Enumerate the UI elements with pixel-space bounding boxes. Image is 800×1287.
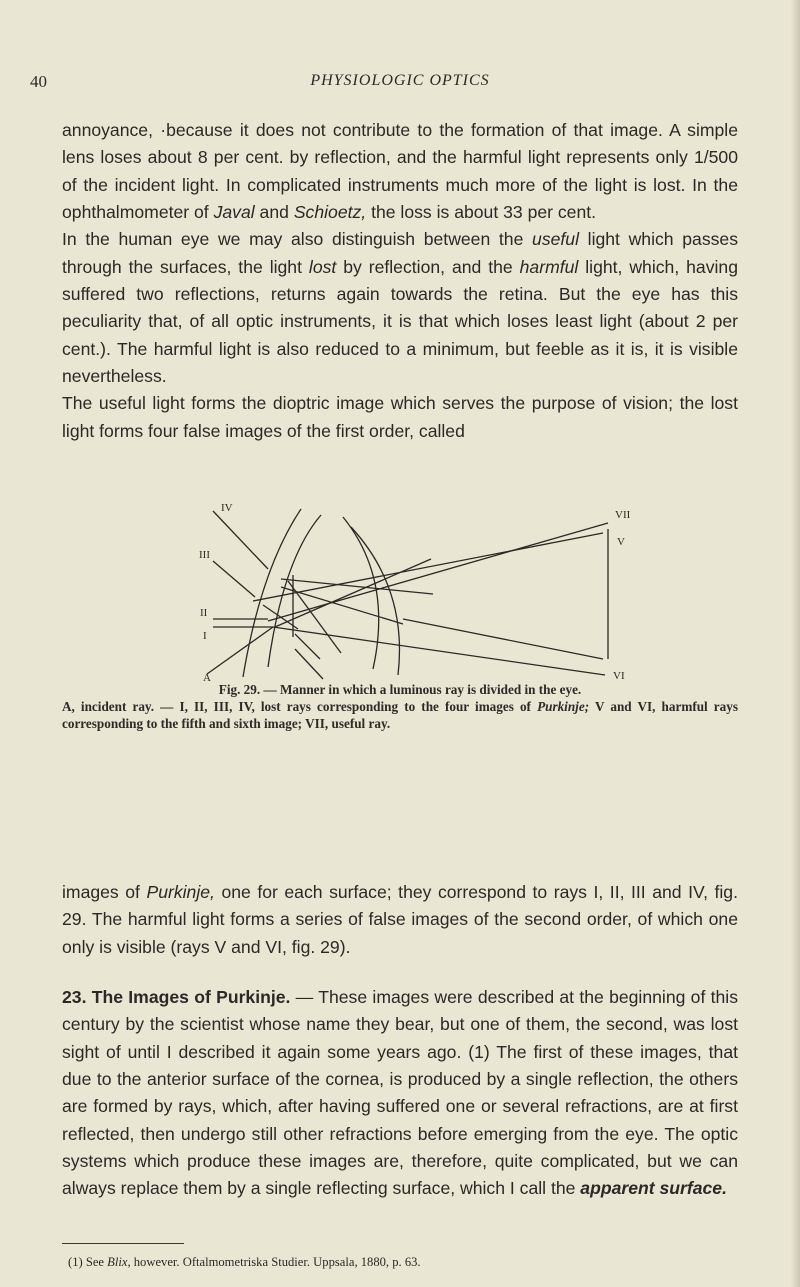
text-run: In the human eye we may also distinguish between the [62,229,533,250]
text-run: — These images were described at the beginning of this century by the scientist whose name they bear, but one of them, the second, was lost sight of until I described it again some years ago. (1) The first of these images, that due to the anterior surface of the cornea, is produced by a single reflection, the others are formed by rays, which, after having suffered one or several refractions, are at first reflected, then undergo still other refractions before emerging from the eye. The optic systems which produce these images are, therefore, quite complicated, but we can always replace them by a single reflecting surface, which I call the [62,987,738,1199]
ray-9 [403,619,603,659]
running-head: PHYSIOLOGIC OPTICS [310,72,490,89]
text-run: one for each surface; they correspond to rays I, II, III and IV, fig. 29. The harmful light forms a series of false images of the second order, of which one only is visible (rays V and VI, fig. 29). [62,882,738,957]
caption-title: Fig. 29. — Manner in which a luminous ray is divided in the eye. [218,682,582,697]
ray-3 [273,627,605,675]
paragraph [62,117,738,226]
section-paragraph [62,984,738,1203]
surface-curve [351,527,399,675]
text-run: Purkinje, [146,882,215,902]
ray-diagram [193,499,653,681]
page-edge [790,0,800,1287]
text-run: apparent surface. [580,1178,727,1199]
text-run: however. Oftalmometriska Studier. Uppsala, 1880, p. 63. [130,1255,421,1269]
text-run: light, which, having suffered two reflections, returns again towards the retina. But the eye has this peculiarity that, of all optic instruments, it is that which loses least light (about 2 per cent.). The harmful light is also reduced to a minimum, but feeble as it is, it is visible nevertheless. [62,256,738,387]
ray-IV [213,511,268,569]
text-run: lost [308,256,337,277]
text-run: (1) See [68,1255,108,1269]
text-run: Purkinje; [537,699,590,714]
label-VII: VII [615,509,631,521]
text-run: and [254,202,294,223]
paragraph [62,226,738,390]
ray-III [213,561,255,597]
figure-caption [62,681,738,732]
surface-curve [343,517,379,669]
footnote-rule [62,1243,184,1244]
text-run: annoyance, ·because it does not contribute to the formation of that image. A simple lens loses about 8 per cent. by reflection, and the harmful light represents only 1/500 of the incident light. In complicated instruments much more of the light is lost. In the ophthalmometer of [62,120,738,223]
ray-6 [288,581,341,653]
caption-legend [62,698,738,732]
footnote [68,1254,738,1270]
text-run: Javal [213,202,255,223]
body-text-after-figure [62,879,738,961]
ray-5 [281,587,403,624]
text-run: Schioetz, [293,202,367,223]
ray-A [207,627,273,674]
page-header [30,72,770,98]
ray-incident-1 [253,533,603,601]
text-run: A, incident ray. — I, II, III, IV, lost rays corresponding to the four images of [62,699,538,714]
text-run: by reflection, and the [336,256,520,277]
section-23 [62,984,738,1203]
label-III: III [199,549,210,561]
text-run: The useful light forms the dioptric image which serves the purpose of vision; the lost light forms four false images of the first order, called [62,393,738,441]
ray-2 [268,523,608,621]
section-body [62,987,738,1198]
label-A: A [203,672,211,681]
text-run: images of [62,882,147,902]
text-run: light which passes through the surfaces, the light [62,229,738,277]
text-run: V and VI, harmful rays corresponding to the fifth and sixth image; VII, useful ray. [62,699,738,731]
ray-10 [295,634,320,659]
ray-11 [295,649,323,679]
paragraph [62,879,738,961]
text-run: useful [532,229,579,250]
ray-8 [275,559,431,627]
paragraph [62,390,738,445]
label-IV: IV [221,502,233,514]
label-VI: VI [613,670,625,681]
figure-29-diagram [193,499,653,681]
text-run: the loss is about 33 per cent. [366,202,597,223]
label-V: V [617,536,625,548]
label-I: I [203,630,207,642]
section-heading: 23. The Images of Purkinje. [62,987,291,1007]
text-run: Blix, [107,1255,131,1269]
page-number: 40 [30,72,47,91]
body-text-top [62,117,738,445]
label-II: II [200,607,208,619]
text-run: harmful [519,256,579,277]
